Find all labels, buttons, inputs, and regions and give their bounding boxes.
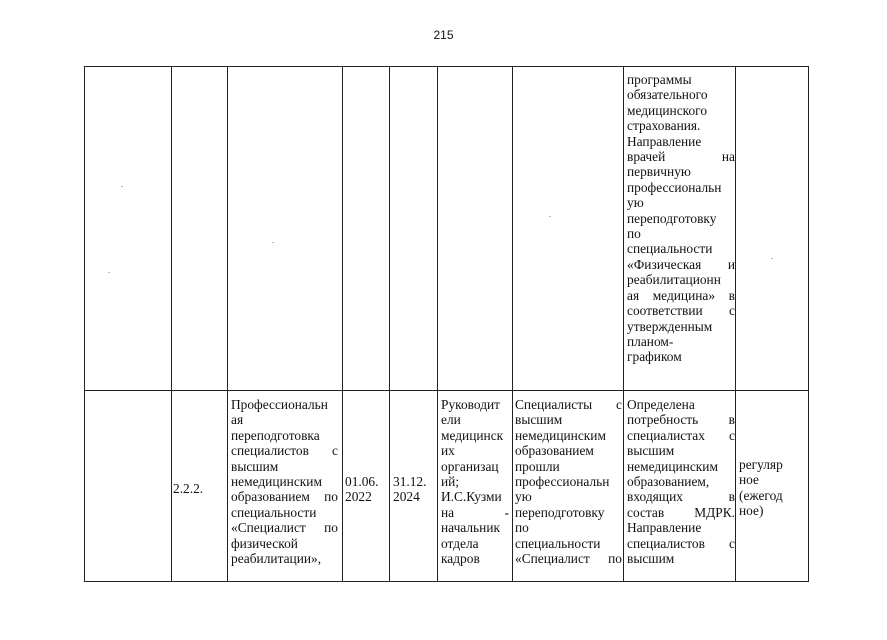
scan-speck bbox=[121, 186, 123, 187]
periodicity-cell: регуляр ное (ежегод ное) bbox=[739, 457, 783, 519]
column-border bbox=[342, 66, 343, 582]
scan-speck bbox=[549, 216, 551, 217]
column-border bbox=[623, 66, 624, 582]
participants-cell: Специалисты с высшим немедицинским образованием прошли профессиональн ую переподготовку по специальности «Специалист по bbox=[515, 397, 622, 567]
column-border bbox=[735, 66, 736, 582]
column-border bbox=[437, 66, 438, 582]
table-right-border bbox=[808, 66, 809, 582]
end-date-cell: 31.12. 2024 bbox=[393, 474, 427, 505]
table-bottom-border bbox=[84, 581, 809, 582]
column-border bbox=[512, 66, 513, 582]
number-cell: 2.2.2. bbox=[173, 481, 204, 496]
column-border bbox=[227, 66, 228, 582]
start-date-cell: 01.06. 2022 bbox=[345, 474, 379, 505]
row-divider bbox=[84, 390, 809, 391]
column-border bbox=[84, 66, 85, 582]
result-cell: Определена потребность в специалистах с высшим немедицинским образованием, входящих в состав МДРК. Направление специалистов с высшим bbox=[627, 397, 735, 567]
scan-speck bbox=[771, 258, 773, 259]
column-border bbox=[389, 66, 390, 582]
page-number: 215 bbox=[433, 28, 454, 42]
result-cell: программы обязательного медицинского страхования. Направление врачей на первичную профессиональн ую переподготовку по специальности «Физическая и реабилитационн ая медицина» в соответствии с утвержденным планом- графиком bbox=[627, 72, 735, 365]
activity-cell: Профессиональн ая переподготовка специалистов с высшим немедицинским образованием по специальности «Специалист по физической реабилитации», bbox=[231, 397, 338, 567]
scan-speck bbox=[272, 242, 274, 243]
column-border bbox=[171, 66, 172, 582]
scan-speck bbox=[108, 272, 110, 273]
table-top-border bbox=[84, 66, 809, 67]
responsible-cell: Руководит ели медицинск их организац ий; И.С.Кузми на - начальник отдела кадров bbox=[441, 397, 509, 567]
